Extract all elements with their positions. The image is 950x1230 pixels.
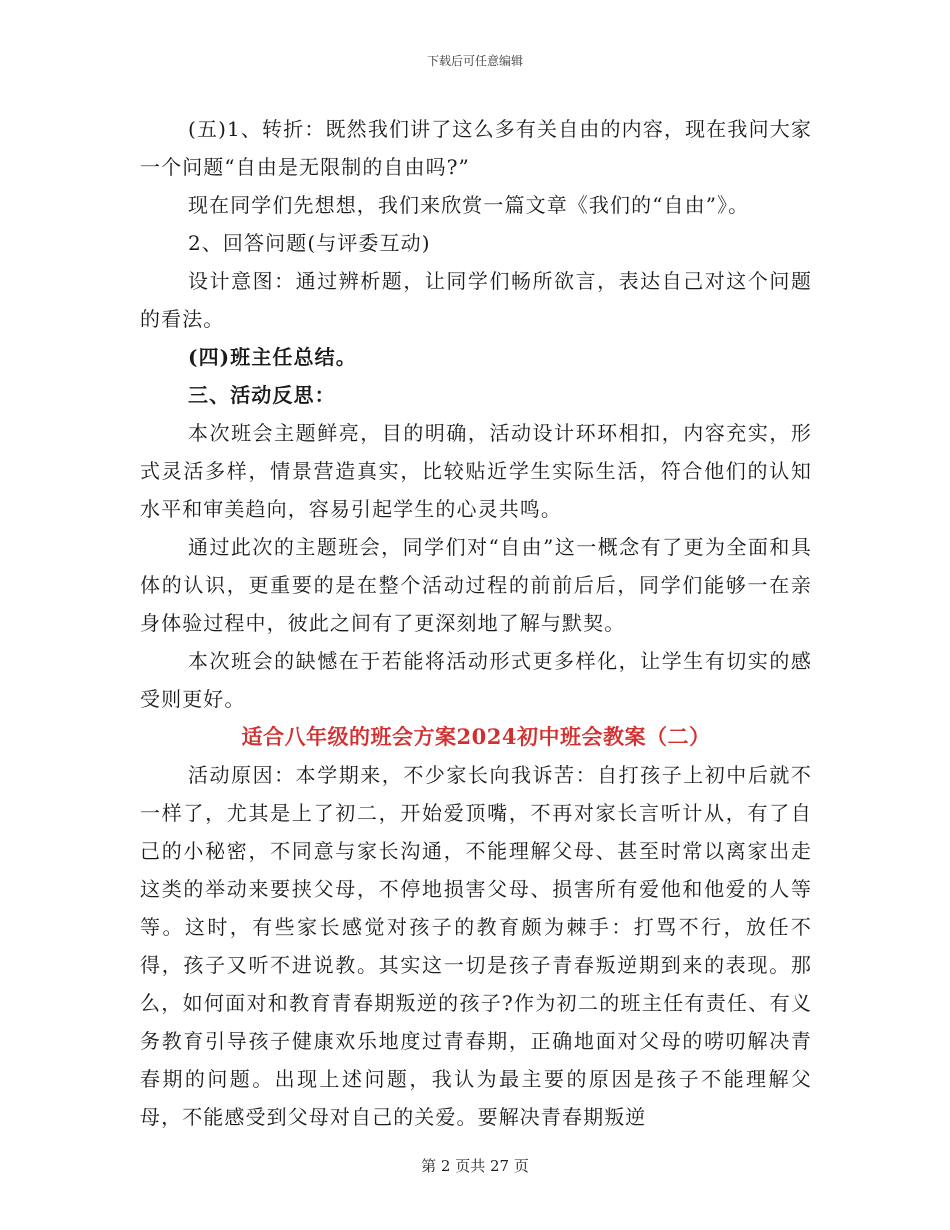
heading-activity-reflection: 三、活动反思： xyxy=(188,383,336,407)
page-footer: 第 2 页共 27 页 xyxy=(421,1157,529,1175)
paragraph-design-intent: 设计意图：通过辨析题，让同学们畅所欲言，表达自己对这个问题的看法。 xyxy=(140,269,812,331)
paragraph-answer-questions: 2、回答问题(与评委互动) xyxy=(188,231,431,255)
section-title: 适合八年级的班会方案2024初中班会教案（二） xyxy=(241,724,711,749)
paragraph-transition: (五)1、转折：既然我们讲了这么多有关自由的内容，现在我问大家一个问题“自由是无限制的自由吗?” xyxy=(140,117,812,179)
paragraph-reflection-2: 通过此次的主题班会，同学们对“自由”这一概念有了更为全面和具体的认识，更重要的是在整个活动过程的前前后后，同学们能够一在亲身体验过程中，彼此之间有了更深刻地了解与默契。 xyxy=(140,535,812,635)
paragraph-reflection-1: 本次班会主题鲜亮，目的明确，活动设计环环相扣，内容充实，形式灵活多样，情景营造真实，比较贴近学生实际生活，符合他们的认知水平和审美趋向，容易引起学生的心灵共鸣。 xyxy=(140,421,812,521)
paragraph-reading: 现在同学们先想想，我们来欣赏一篇文章《我们的“自由”》。 xyxy=(188,193,750,217)
document-body xyxy=(140,110,812,1136)
heading-teacher-summary: (四)班主任总结。 xyxy=(188,345,357,369)
paragraph-activity-reason: 活动原因：本学期来，不少家长向我诉苦：自打孩子上初中后就不一样了，尤其是上了初二，开始爱顶嘴，不再对家长言听计从，有了自己的小秘密，不同意与家长沟通，不能理解父母、甚至时常以离家出走这类的举动来要挟父母，不停地损害父母、损害所有爱他和他爱的人等等。这时，有些家长感觉对孩子的教育颇为棘手：打骂不行，放任不得，孩子又听不进说教。其实这一切是孩子青春叛逆期到来的表现。那么，如何面对和教育青春期叛逆的孩子?作为初二的班主任有责任、有义务教育引导孩子健康欢乐地度过青春期，正确地面对父母的唠叨解决青春期的问题。出现上述问题，我认为最主要的原因是孩子不能理解父母，不能感受到父母对自己的关爱。要解决青春期叛逆 xyxy=(140,763,812,1129)
paragraph-reflection-3: 本次班会的缺憾在于若能将活动形式更多样化，让学生有切实的感受则更好。 xyxy=(140,649,812,711)
page-header: 下载后可任意编辑 xyxy=(426,54,523,68)
